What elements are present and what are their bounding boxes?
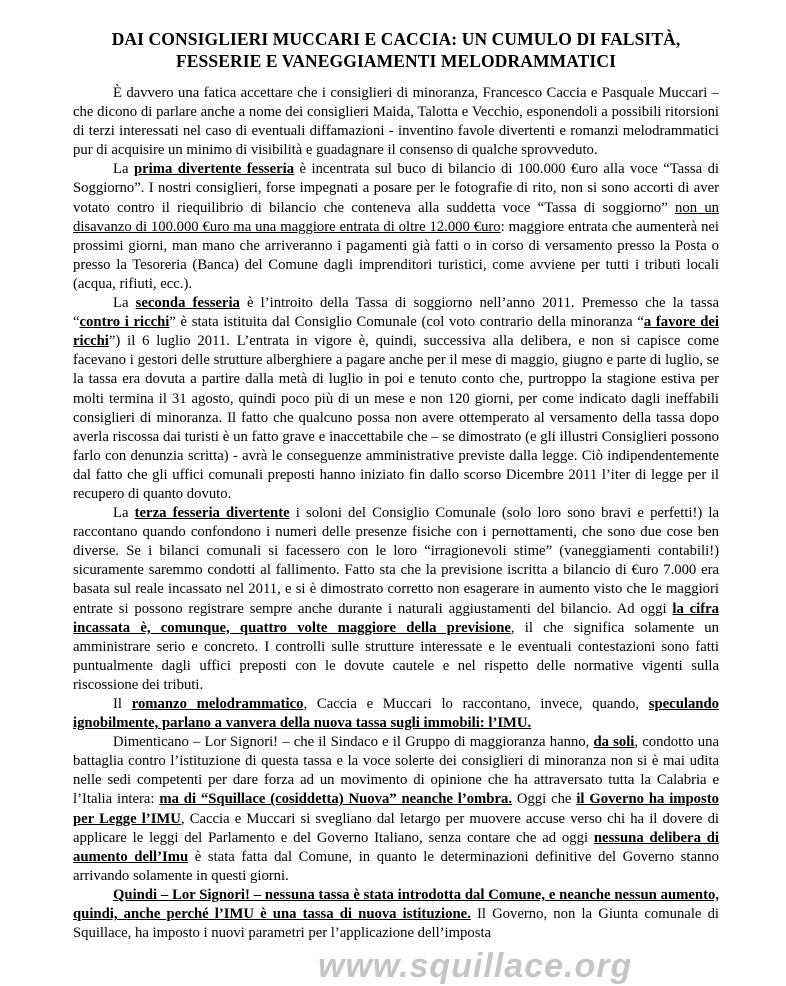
emphasized-text: a favore dei ricchi <box>73 314 719 350</box>
text-run: ” è stata istituita dal Consiglio Comunale (col voto contrario della minoranza “ <box>169 314 644 331</box>
body-paragraph <box>73 160 719 294</box>
document-body <box>73 84 719 943</box>
text-run: è l’introito della Tassa di soggiorno nell’anno 2011. Premesso che la tassa “ <box>73 295 719 331</box>
text-run: Dimenticano – Lor Signori! – che il Sindaco e il Gruppo di maggioranza hanno, <box>113 734 594 751</box>
emphasized-text: nessuna delibera di aumento dell’Imu <box>73 829 719 865</box>
body-paragraph <box>73 695 719 733</box>
text-run: Oggi che <box>512 791 577 808</box>
text-run: , Caccia e Muccari si svegliano dal letargo per muovere accuse verso chi ha il dovere di applicare le leggi del Parlamento e del Governo Italiano, senza contare che ad oggi <box>73 810 720 846</box>
text-run: è stata fatta dal Comune, in quanto le determinazioni definitive del Governo stanno arrivando solamente in questi giorni. <box>73 848 719 884</box>
body-paragraph <box>73 733 719 886</box>
emphasized-text: speculando ignobilmente, parlano a vanvera della nuova tassa sugli immobili: l’IMU. <box>73 696 719 732</box>
emphasized-text: il Governo ha imposto per Legge l’IMU <box>73 791 719 827</box>
text-run: : maggiore entrata che aumenterà nei prossimi giorni, man mano che arriveranno i pagamenti già fatti o in corso di versamento presso la Posta o presso la Tesoreria (Banca) del Comune dagli imprenditori turistici, come avviene per tutti i tributi locali (acqua, rifiuti, ecc.). <box>73 218 720 292</box>
emphasized-text: la cifra incassata è, comunque, quattro volte maggiore della previsione <box>73 600 719 636</box>
text-run: Il <box>113 696 132 712</box>
emphasized-text: romanzo melodrammatico <box>131 696 304 712</box>
text-run: La <box>113 505 135 522</box>
text-run: Il Governo, non la Giunta comunale di Squillace, ha imposto i nuovi parametri per l’applicazione dell’imposta <box>73 906 719 942</box>
text-run: è incentrata sul buco di bilancio di 100.000 €uro alla voce “Tassa di Soggiorno”. I nostri consiglieri, forse impegnati a posare per le fotografie di rito, non si sono accorti di aver votato contro il riequilibrio di bilancio che conteneva alla suddetta voce “Tassa di soggiorno” <box>73 161 719 216</box>
title-line-2: FESSERIE E VANEGGIAMENTI MELODRAMMATICI <box>175 51 616 71</box>
text-run: , condotto una battaglia contro l’istituzione di questa tassa e la voce solerte dei consiglieri di minoranza non si è mai udita nelle sedi competenti per dare forza ad un movimento di opinione che ha attraversato tutta la Calabria e l’Italia intera: <box>73 734 720 808</box>
text-run: È davvero una fatica accettare che i consiglieri di minoranza, Francesco Caccia e Pasquale Muccari – che dicono di parlare anche a nome dei consiglieri Maida, Talotta e Vecchio, esponendoli a possibili ritorsioni di terzi interessati nel caso di eventuali diffamazioni - inventino favole divertenti e romanzi melodrammatici pur di acquisire un minimo di visibilità e guadagnare il consenso di qualche sprovveduto. <box>73 85 719 159</box>
document-title <box>73 28 719 72</box>
text-run: i soloni del Consiglio Comunale (solo loro sono bravi e perfetti!) la raccontano quando confondono i numeri delle presenze fisiche con i pernottamenti, che sono due cose ben diverse. Se i bilanci comunali si facessero con le loro “irragionevoli stime” (vaneggiamenti contabili!) sicuramente saremmo condotti al fallimento. Fatto sta che la previsione iscritta a bilancio di €uro 7.000 era basata sul reale incassato nel 2011, e si è dimostrato corretto non esagerare in aumento visto che le maggiori entrate si possono registrare sempre anche durante i naturali aggiustamenti del bilancio. Ad oggi <box>73 505 720 617</box>
document-page <box>73 28 719 943</box>
emphasized-text: Quindi – Lor Signori! – nessuna tassa è stata introdotta dal Comune, e neanche nessun aumento, quindi, anche perché l’IMU è una tassa di nuova istituzione. <box>73 886 719 923</box>
emphasized-text: prima divertente fesseria <box>133 161 295 178</box>
emphasized-text: ma di “Squillace (cosiddetta) Nuova” neanche l’ombra. <box>159 791 512 808</box>
emphasized-text: terza fesseria divertente <box>134 505 290 522</box>
underlined-text: non un disavanzo di 100.000 €uro ma una maggiore entrata di oltre 12.000 €uro <box>73 199 720 235</box>
title-line-1: DAI CONSIGLIERI MUCCARI E CACCIA: UN CUMULO DI FALSITÀ, <box>111 29 681 49</box>
emphasized-text: contro i ricchi <box>79 314 170 331</box>
body-paragraph <box>73 886 719 943</box>
text-run: La <box>113 161 134 178</box>
emphasized-text: seconda fesseria <box>135 295 240 312</box>
emphasized-text: da soli <box>593 734 635 751</box>
text-run: , il che significa solamente un amministrare serio e concreto. I controlli sulle strutture interessate e le eventuali contestazioni sono fatti puntualmente dagli uffici preposti con le dovute cautele e nel rispetto delle normative vigenti sulla riscossione dei tributi. <box>73 619 719 693</box>
text-run: ”) il 6 luglio 2011. L’entrata in vigore è, quindi, successiva alla delibera, e non si capisce come facevano i gestori delle strutture alberghiere a pagare anche per il mese di maggio, giugno e parte di luglio, se la tassa era dovuta a partire dalla metà di luglio in poi e tenuto conto che, purtroppo la stagione estiva per molti termina il 31 agosto, quindi poco più di un mese e non 120 giorni, per come indicato dagli ineffabili consiglieri di minoranza. Il fatto che qualcuno possa non avere ottemperato al versamento della tassa dopo averla riscossa dai turisti è un fatto grave e inaccettabile che – se dimostrato (e gli illustri Consiglieri possono farlo con denunzia scritta) - avrà le conseguenze amministrative previste dalla legge. Ciò indipendentemente dal fatto che gli uffici comunali preposti hanno iniziato fin dallo scorso Dicembre 2011 l’iter di legge per il recupero di quanto dovuto. <box>73 333 719 502</box>
body-paragraph <box>73 294 719 504</box>
watermark-text: www.squillace.org <box>318 947 633 985</box>
text-run: La <box>113 295 136 312</box>
text-run: , Caccia e Muccari lo raccontano, invece, quando, <box>303 696 649 712</box>
body-paragraph <box>73 504 719 695</box>
body-paragraph <box>73 84 719 160</box>
